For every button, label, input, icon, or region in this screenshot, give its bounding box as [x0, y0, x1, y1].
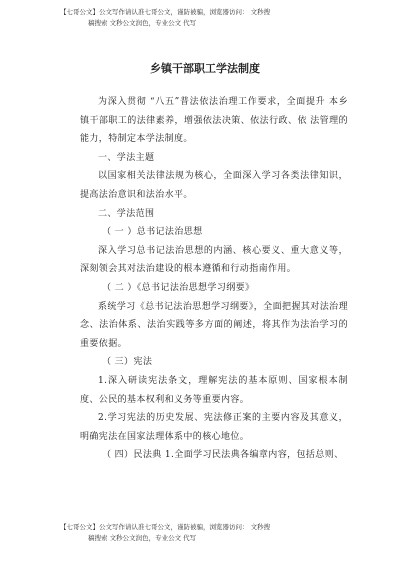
section-heading: 二、学法范围 [98, 208, 155, 219]
header-line-1: 【七哥公文】公文写作请认准七哥公文，谨防被骗，浏览器访问： 文秒搜 [60, 8, 271, 16]
section-heading: 一、学法主题 [98, 152, 155, 163]
footer-line-1: 【七哥公文】公文写作请认准七哥公文，谨防被骗，浏览器访问： 文秒搜 [60, 523, 271, 531]
subsection-heading: （ 一 ）总书记法治思想 [102, 227, 203, 238]
paragraph: 2.学习宪法的历史发展、宪法修正案的主要内容及其意义，明确宪法在国家法理体系中的核心地位。 [80, 413, 348, 442]
footer-line-2: 稿搜索 文秒公文润色，专业公文 代写 [88, 534, 197, 542]
subsection-heading: （ 二 ）《总书记法治思想学习纲要》 [102, 282, 255, 293]
paragraph: 以国家相关法律法规为核心，全面深入学习各类法律知识，提高法治意识和法治水平。 [80, 171, 348, 200]
paragraph: 系统学习《总书记法治思想学习纲要》，全面把握其对法治理念、法治体系、法治实践等多方面的阐述，将其作为法治学习的重要依据。 [80, 301, 348, 349]
subsection-heading: （ 四）民法典 1.全面学习民法典各编章内容，包括总则、 [102, 450, 344, 461]
paragraph: 1.深入研读宪法条文，理解宪法的基本原则、国家根本制度、公民的基本权利和义务等重要内容。 [80, 375, 348, 405]
document-body [80, 93, 348, 465]
subsection-heading: （ 三）宪法 [102, 357, 153, 368]
paragraph: 深入学习总书记法治思想的内涵、核心要义、重大意义等，深刻领会其对法治建设的根本遵循和行动指南作用。 [80, 245, 348, 275]
page-header [60, 7, 360, 29]
paragraph: 为深入贯彻 “八五”普法依法治理工作要求，全面提升 本乡镇干部职工的法律素养，增强依法决策、依法行政、依 法管理的能力，特制定本学法制度。 [80, 97, 348, 145]
document-title: 乡镇干部职工学法制度 [150, 62, 260, 75]
page-footer [60, 522, 360, 544]
header-line-2: 稿搜索 文秒公文润色，专业公文 代写 [88, 19, 197, 27]
